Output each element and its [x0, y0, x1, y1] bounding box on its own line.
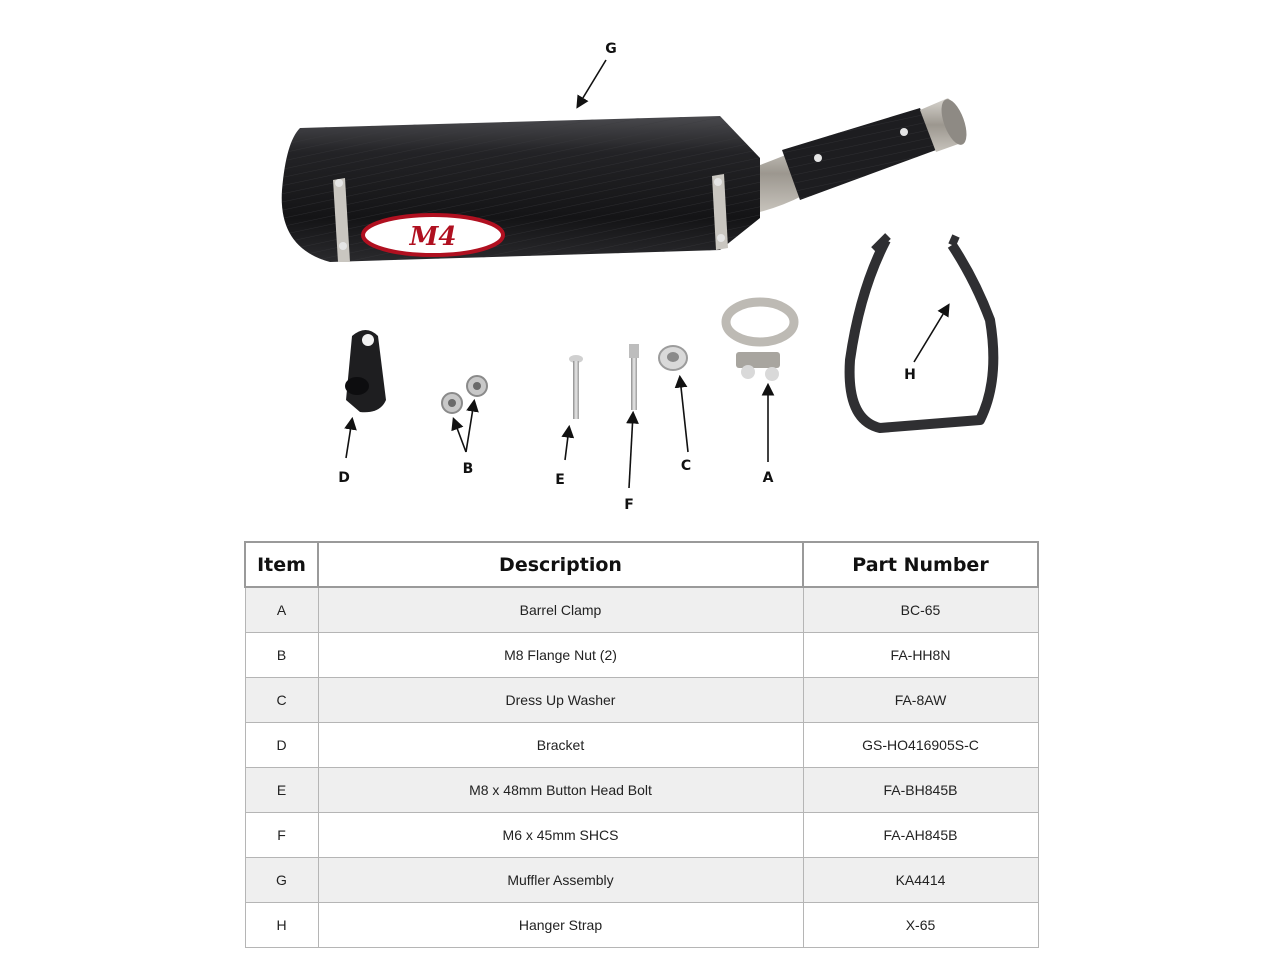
- item-cell: D: [245, 723, 318, 768]
- table-row: [245, 813, 1038, 858]
- hanger-strap: [850, 236, 994, 428]
- flange-nuts: [442, 376, 487, 413]
- m4-logo: [363, 215, 503, 255]
- description-cell: M8 Flange Nut (2): [318, 633, 803, 678]
- table-header-row: [245, 542, 1038, 587]
- callout-e: E: [555, 472, 565, 488]
- part-number-cell: KA4414: [803, 858, 1038, 903]
- item-cell: A: [245, 587, 318, 633]
- bracket: [345, 330, 386, 412]
- callout-d: D: [338, 470, 350, 486]
- item-cell: B: [245, 633, 318, 678]
- table-row: [245, 678, 1038, 723]
- part-number-cell: FA-HH8N: [803, 633, 1038, 678]
- table-row: [245, 768, 1038, 813]
- item-cell: G: [245, 858, 318, 903]
- header-item: Item: [245, 542, 318, 587]
- callout-h: H: [904, 367, 916, 383]
- callout-b: B: [462, 461, 474, 477]
- item-cell: H: [245, 903, 318, 948]
- part-number-cell: FA-AH845B: [803, 813, 1038, 858]
- header-part-number: Part Number: [803, 542, 1038, 587]
- description-cell: M6 x 45mm SHCS: [318, 813, 803, 858]
- description-cell: Bracket: [318, 723, 803, 768]
- item-cell: E: [245, 768, 318, 813]
- table-row: [245, 587, 1038, 633]
- callout-c: C: [680, 458, 692, 474]
- parts-table: [244, 541, 1039, 948]
- table-row: [245, 903, 1038, 948]
- dress-up-washer: [659, 346, 687, 370]
- part-number-cell: FA-8AW: [803, 678, 1038, 723]
- table-row: [245, 858, 1038, 903]
- part-number-cell: X-65: [803, 903, 1038, 948]
- callout-f: F: [624, 497, 634, 513]
- part-number-cell: BC-65: [803, 587, 1038, 633]
- svg-text:M4: M4: [409, 222, 457, 252]
- part-number-cell: GS-HO416905S-C: [803, 723, 1038, 768]
- table-row: [245, 723, 1038, 768]
- callout-g: G: [605, 41, 617, 57]
- part-number-cell: FA-BH845B: [803, 768, 1038, 813]
- item-cell: C: [245, 678, 318, 723]
- table-row: [245, 633, 1038, 678]
- description-cell: Hanger Strap: [318, 903, 803, 948]
- item-cell: F: [245, 813, 318, 858]
- barrel-clamp: [726, 302, 794, 381]
- callout-a: A: [762, 470, 774, 486]
- header-description: Description: [318, 542, 803, 587]
- button-head-bolt: [569, 355, 583, 419]
- shcs-bolt: [629, 344, 639, 410]
- description-cell: Barrel Clamp: [318, 587, 803, 633]
- description-cell: Dress Up Washer: [318, 678, 803, 723]
- description-cell: Muffler Assembly: [318, 858, 803, 903]
- muffler-assembly: [282, 96, 972, 262]
- description-cell: M8 x 48mm Button Head Bolt: [318, 768, 803, 813]
